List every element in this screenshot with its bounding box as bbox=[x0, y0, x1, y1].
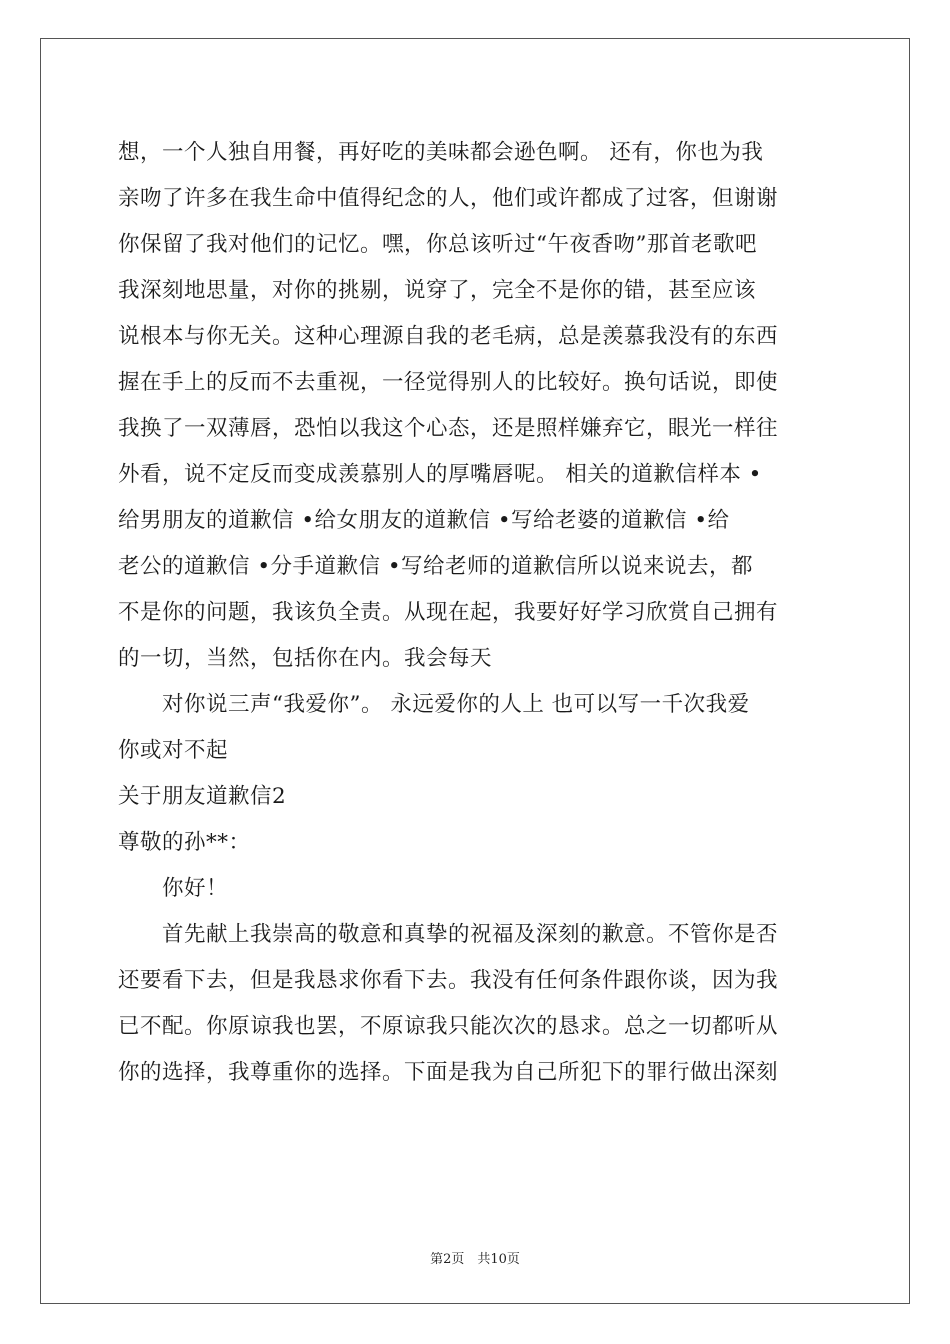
text-line: 你或对不起 bbox=[118, 738, 229, 763]
text-line: 想，一个人独自用餐，再好吃的美味都会逊色啊。 还有，你也为我 bbox=[118, 140, 764, 165]
text-line: 已不配。你原谅我也罢，不原谅我只能次次的恳求。总之一切都听从 bbox=[118, 1014, 779, 1039]
text-line: 说根本与你无关。这种心理源自我的老毛病，总是羡慕我没有的东西 bbox=[118, 324, 779, 349]
text-line: 我换了一双薄唇，恐怕以我这个心态，还是照样嫌弃它，眼光一样往 bbox=[118, 416, 779, 441]
text-line: 我深刻地思量，对你的挑剔，说穿了，完全不是你的错，甚至应该 bbox=[118, 278, 757, 303]
text-line: 首先献上我崇高的敬意和真挚的祝福及深刻的歉意。不管你是否 bbox=[162, 922, 779, 947]
text-line: 给男朋友的道歉信 •给女朋友的道歉信 •写给老婆的道歉信 •给 bbox=[118, 508, 730, 533]
section-heading: 关于朋友道歉信2 bbox=[118, 784, 287, 809]
text-line: 握在手上的反而不去重视，一径觉得别人的比较好。换句话说，即使 bbox=[118, 370, 779, 395]
text-line: 还要看下去，但是我恳求你看下去。我没有任何条件跟你谈，因为我 bbox=[118, 968, 779, 993]
text-line: 老公的道歉信 •分手道歉信 •写给老师的道歉信所以说来说去，都 bbox=[118, 554, 754, 579]
text-line: 外看，说不定反而变成羡慕别人的厚嘴唇呢。 相关的道歉信样本 • bbox=[118, 462, 762, 487]
page-footer: 第2页 共10页 bbox=[430, 1252, 520, 1267]
text-line: 的一切，当然，包括你在内。我会每天 bbox=[118, 646, 493, 671]
salutation: 尊敬的孙**： bbox=[118, 830, 251, 855]
text-line: 不是你的问题，我该负全责。从现在起，我要好好学习欣赏自己拥有 bbox=[118, 600, 779, 625]
text-line: 你的选择，我尊重你的选择。下面是我为自己所犯下的罪行做出深刻 bbox=[118, 1060, 779, 1085]
greeting: 你好！ bbox=[162, 876, 229, 901]
text-line: 亲吻了许多在我生命中值得纪念的人，他们或许都成了过客，但谢谢 bbox=[118, 186, 779, 211]
text-line: 对你说三声“我爱你”。 永远爱你的人上 也可以写一千次我爱 bbox=[162, 692, 750, 717]
text-line: 你保留了我对他们的记忆。嘿，你总该听过“午夜香吻”那首老歌吧 bbox=[118, 232, 757, 257]
